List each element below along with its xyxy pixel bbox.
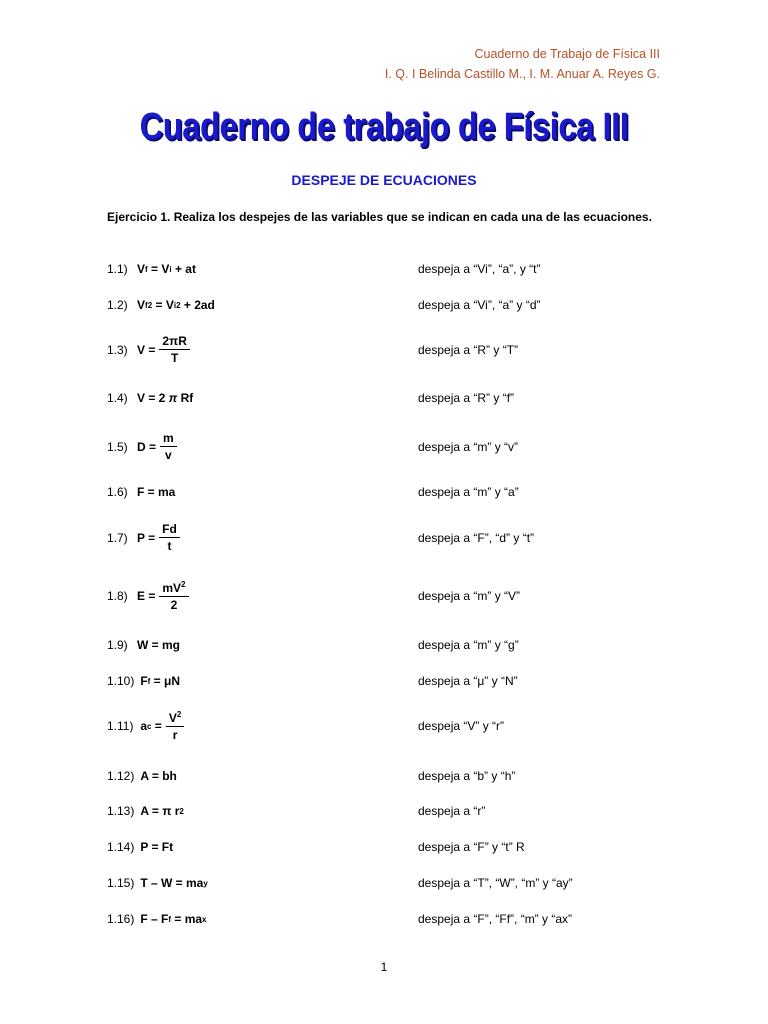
list-item [107,876,667,890]
item-number: 1.4) [107,391,128,405]
equation: P = $\frac{Fd}{t}$ [137,522,180,553]
item-number: 1.9) [107,638,128,652]
equation: T – W = ma y [137,876,208,890]
list-item [107,580,667,612]
list-item [107,710,667,742]
item-number: 1.7) [107,530,128,545]
item-instruction: despeja a “m” y “g” [418,638,519,652]
list-item [107,431,667,462]
section-subtitle: DESPEJE DE ECUACIONES [291,172,477,188]
item-instruction: despeja a “r” [418,804,486,818]
equation: V f 2 = V i 2 + 2ad [137,298,215,312]
item-number: 1.1) [107,262,128,276]
item-number: 1.11) [107,719,134,733]
equation: D = $\frac{m}{v}$ [137,431,177,462]
item-instruction: despeja “V” y “r” [418,719,505,733]
item-number: 1.8) [107,589,128,603]
item-number: 1.12) [107,769,135,783]
item-instruction: despeja a “Vi”, “a”, y “t” [418,262,541,276]
page-number: 1 [380,960,388,974]
item-number: 1.15) [107,876,135,890]
equation: A = π r 2 [137,804,184,818]
list-item [107,485,667,499]
item-instruction: despeja a “T”, “W”, “m” y “ay” [418,876,573,890]
equation: F f = μN [137,674,181,688]
equation: V = $\frac{2\pi R}{T}$ [137,334,190,365]
item-instruction: despeja a “F”, “d” y “t” [418,530,535,545]
equation: P = Ft [137,840,174,854]
item-instruction: despeja a “Vi”, “a” y “d” [418,298,541,312]
list-item [107,298,667,312]
item-instruction: despeja a “m” y “V” [418,589,521,603]
list-item [107,262,667,276]
equation: F = ma [137,485,176,499]
item-instruction: despeja a “b” y “h” [418,769,516,783]
item-instruction: despeja a “R” y “f” [418,391,515,405]
item-instruction: despeja a “m” y “v” [418,439,519,454]
item-number: 1.6) [107,485,128,499]
list-item [107,391,667,405]
item-number: 1.13) [107,804,135,818]
equation: A = bh [137,769,177,783]
list-item [107,334,667,365]
header-line-2: I. Q. I Belinda Castillo M., I. M. Anuar A. Reyes G. [384,67,660,81]
item-number: 1.14) [107,840,135,854]
list-item [107,638,667,652]
equation: E = $\frac{mV^2}{2}$ [137,580,189,612]
list-item [107,769,667,783]
exercise-instructions: Ejercicio 1. Realiza los despejes de las variables que se indican en cada una de las ecuaciones. [107,210,652,224]
equation: V = 2 π Rf [137,391,194,405]
list-item [107,912,667,926]
item-instruction: despeja a “μ” y “N” [418,674,518,688]
equation: a c = $\frac{V^2}{r}$ [137,710,184,742]
item-number: 1.2) [107,298,128,312]
equation: F – F f = ma x [137,912,207,926]
item-instruction: despeja a “R” y “T” [418,342,519,357]
list-item [107,840,667,854]
running-header [385,44,660,84]
page-title: Cuaderno de trabajo de Física III [139,106,629,148]
item-instruction: despeja a “F”, “Ff”, “m” y “ax” [418,912,573,926]
item-number: 1.16) [107,912,135,926]
item-number: 1.5) [107,439,128,454]
list-item [107,674,667,688]
list-item [107,804,667,818]
equation: W = mg [137,638,181,652]
item-instruction: despeja a “m” y “a” [418,485,519,499]
item-number: 1.3) [107,342,128,357]
equation: V f = V i + at [137,262,196,276]
header-line-1: Cuaderno de Trabajo de Física III [474,47,660,61]
list-item [107,522,667,553]
item-number: 1.10) [107,674,135,688]
item-instruction: despeja a “F” y “t” R [418,840,525,854]
